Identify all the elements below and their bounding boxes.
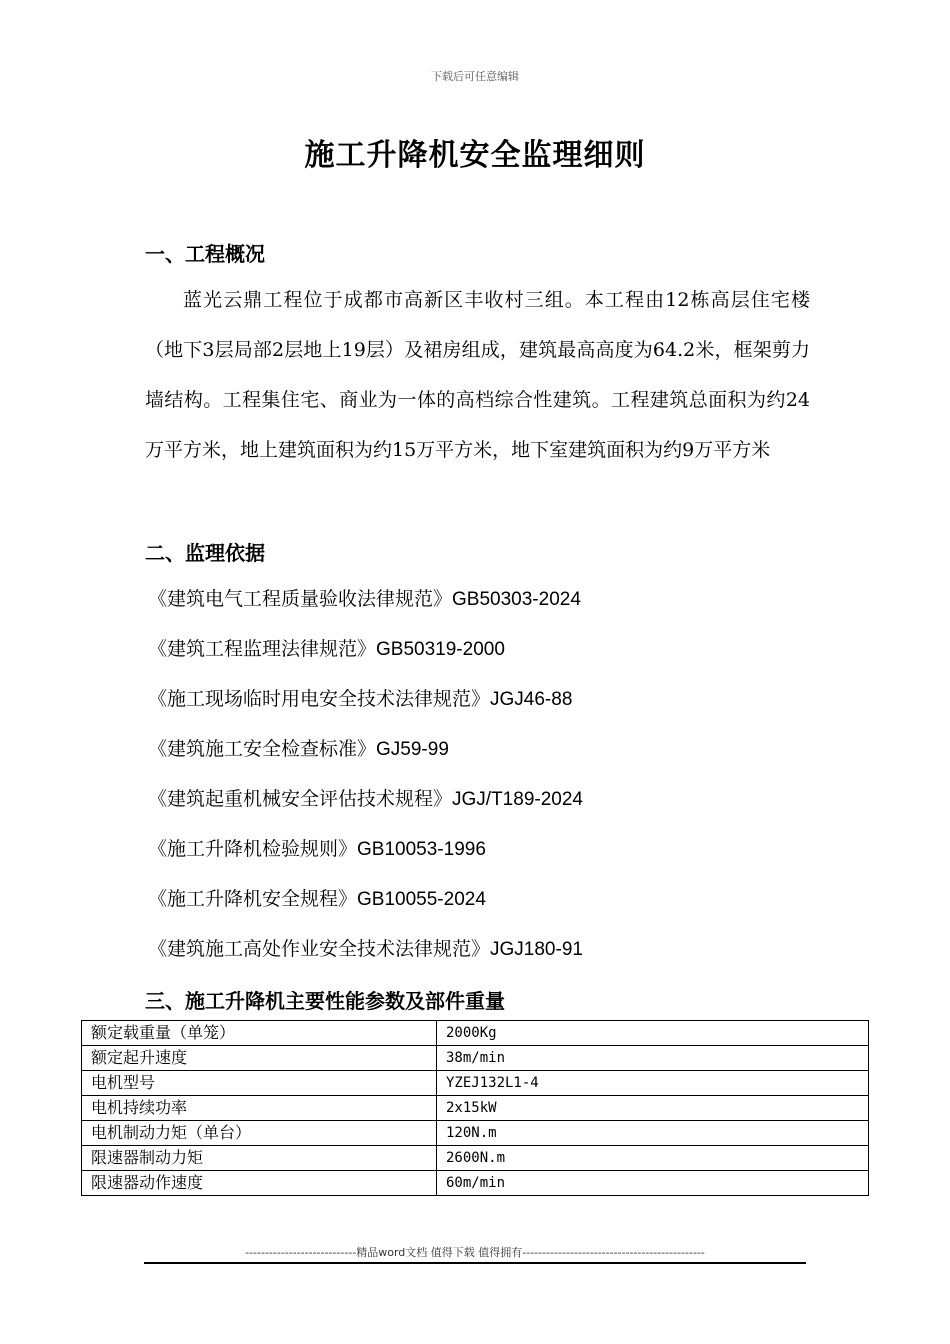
reference-name: 《建筑施工高处作业安全技术法律规范》 (148, 938, 491, 960)
param-label: 额定起升速度 (82, 1046, 437, 1071)
reference-item (148, 724, 583, 774)
param-label: 电机型号 (82, 1071, 437, 1096)
param-value: 60m/min (437, 1171, 869, 1196)
param-label: 限速器动作速度 (82, 1171, 437, 1196)
param-label: 电机持续功率 (82, 1096, 437, 1121)
table-row (82, 1146, 869, 1171)
param-value: 120N.m (437, 1121, 869, 1146)
param-label: 额定载重量（单笼） (82, 1021, 437, 1046)
reference-item (148, 674, 583, 724)
reference-name: 《施工升降机检验规则》 (148, 838, 358, 860)
table-row (82, 1171, 869, 1196)
reference-item (148, 874, 583, 924)
table-row (82, 1121, 869, 1146)
section-heading-parameters: 三、施工升降机主要性能参数及部件重量 (145, 989, 505, 1013)
reference-name: 《建筑电气工程质量验收法律规范》 (148, 588, 453, 610)
table-row (82, 1046, 869, 1071)
reference-item (148, 774, 583, 824)
reference-item (148, 924, 583, 974)
parameter-table (81, 1020, 869, 1196)
reference-code: JGJ180-91 (490, 939, 583, 960)
section-heading-basis: 二、监理依据 (145, 541, 265, 565)
param-label: 电机制动力矩（单台） (82, 1121, 437, 1146)
overview-paragraph: 蓝光云鼎工程位于成都市高新区丰收村三组。本工程由12栋高层住宅楼（地下3层局部2层地上19层）及裙房组成，建筑最高高度为64.2米，框架剪力墙结构。工程集住宅、商业为一体的高档综合性建筑。工程建筑总面积为约24万平方米，地上建筑面积为约15万平方米，地下室建筑面积为约9万平方米 (145, 289, 810, 461)
reference-code: GB10055-2024 (357, 889, 486, 910)
param-value: 2000Kg (437, 1021, 869, 1046)
reference-list (148, 574, 583, 974)
reference-name: 《建筑工程监理法律规范》 (148, 638, 377, 660)
reference-item (148, 624, 583, 674)
reference-code: JGJ/T189-2024 (452, 789, 583, 810)
page-footer: ----------------------------精品word文档 值得下载 值得拥有---------------------------------------------- (245, 1246, 705, 1259)
param-label: 限速器制动力矩 (82, 1146, 437, 1171)
document-title: 施工升降机安全监理细则 (304, 138, 646, 173)
param-value: 2600N.m (437, 1146, 869, 1171)
reference-code: GB50319-2000 (376, 639, 505, 660)
reference-item (148, 574, 583, 624)
reference-name: 《建筑施工安全检查标准》 (148, 738, 377, 760)
reference-code: GJ59-99 (376, 739, 449, 760)
footer-divider (144, 1262, 806, 1264)
reference-code: GB50303-2024 (452, 589, 581, 610)
table-row (82, 1071, 869, 1096)
param-value: 2x15kW (437, 1096, 869, 1121)
reference-code: JGJ46-88 (490, 689, 573, 710)
param-value: 38m/min (437, 1046, 869, 1071)
reference-item (148, 824, 583, 874)
reference-name: 《施工现场临时用电安全技术法律规范》 (148, 688, 491, 710)
section-heading-overview: 一、工程概况 (145, 242, 265, 266)
reference-name: 《施工升降机安全规程》 (148, 888, 358, 910)
reference-name: 《建筑起重机械安全评估技术规程》 (148, 788, 453, 810)
page-header: 下载后可任意编辑 (431, 70, 519, 83)
table-row (82, 1021, 869, 1046)
table-row (82, 1096, 869, 1121)
reference-code: GB10053-1996 (357, 839, 486, 860)
overview-paragraph-block (145, 275, 810, 475)
param-value: YZEJ132L1-4 (437, 1071, 869, 1096)
